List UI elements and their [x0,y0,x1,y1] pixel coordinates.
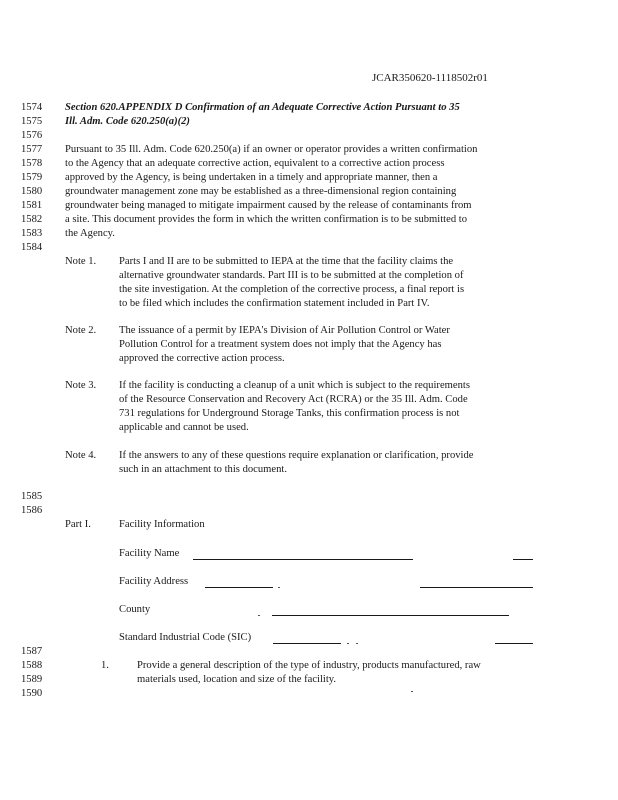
blank-mark [278,587,280,588]
stray-mark [411,691,413,692]
facility-address-field[interactable] [205,587,273,588]
note-line: The issuance of a permit by IEPA's Division of Air Pollution Control or Water [119,325,450,336]
intro-line: a site. This document provides the form in which the written confirmation is to be submitted to [65,214,467,225]
intro-line: to the Agency that an adequate corrective action, equivalent to a corrective action process [65,158,445,169]
blank-mark [347,643,349,644]
sic-label: Standard Industrial Code (SIC) [119,632,252,643]
line-number: 1574 [21,102,43,113]
line-number: 1589 [21,674,43,685]
intro-line: approved by the Agency, is being undertaken in a timely and appropriate manner, then a [65,172,438,183]
note-line: applicable and cannot be used. [119,422,249,433]
note-label: Note 4. [65,450,97,461]
note-line: 731 regulations for Underground Storage Tanks, this confirmation process is not [119,408,460,419]
intro-line: groundwater being managed to mitigate impairment caused by the release of contaminants from [65,200,472,211]
line-number: 1590 [21,688,43,699]
facility-name-field[interactable] [193,559,413,560]
intro-line: the Agency. [65,228,115,239]
note-line: to be filed which includes the confirmation statement included in Part IV. [119,298,430,309]
note-line: approved the corrective action process. [119,353,285,364]
sic-field[interactable] [273,643,341,644]
line-number: 1580 [21,186,43,197]
line-number: 1578 [21,158,43,169]
note-line: such in an attachment to this document. [119,464,287,475]
note-label: Note 1. [65,256,97,267]
county-field[interactable] [272,615,509,616]
line-number: 1588 [21,660,43,671]
note-line: Pollution Control for a treatment system does not imply that the Agency has [119,339,442,350]
item-line: Provide a general description of the type of industry, products manufactured, raw [137,660,481,671]
item-number: 1. [101,660,109,671]
blank-mark [356,643,358,644]
line-number: 1583 [21,228,43,239]
section-title-line-1: Section 620.APPENDIX D Confirmation of an Adequate Corrective Action Pursuant to 35 [65,102,460,113]
facility-address-label: Facility Address [119,576,189,587]
line-number: 1579 [21,172,43,183]
intro-line: Pursuant to 35 Ill. Adm. Code 620.250(a) if an owner or operator provides a written confirmation [65,144,478,155]
line-number: 1586 [21,505,43,516]
note-line: If the facility is conducting a cleanup of a unit which is subject to the requirements [119,380,470,391]
document-id: JCAR350620-1118502r01 [372,72,488,84]
facility-name-label: Facility Name [119,548,180,559]
part-label: Part I. [65,519,91,530]
line-number: 1585 [21,491,43,502]
line-number: 1582 [21,214,43,225]
line-number: 1577 [21,144,43,155]
note-label: Note 2. [65,325,97,336]
county-label: County [119,604,151,615]
part-heading: Facility Information [119,519,205,530]
blank-mark [258,615,260,616]
item-line: materials used, location and size of the facility. [137,674,337,685]
line-number: 1584 [21,242,43,253]
line-number: 1581 [21,200,43,211]
sic-field-end [495,643,533,644]
section-title-line-2: Ill. Adm. Code 620.250(a)(2) [65,116,190,127]
note-line: If the answers to any of these questions require explanation or clarification, provide [119,450,474,461]
line-number: 1587 [21,646,43,657]
note-label: Note 3. [65,380,97,391]
note-line: of the Resource Conservation and Recovery Act (RCRA) or the 35 Ill. Adm. Code [119,394,468,405]
line-number: 1576 [21,130,43,141]
note-line: the site investigation. At the completion of the corrective process, a final report is [119,284,465,295]
intro-line: groundwater management zone may be established as a three-dimensional region containing [65,186,457,197]
note-line: alternative groundwater standards. Part III is to be submitted at the completion of [119,270,464,281]
facility-name-field-end [513,559,533,560]
note-line: Parts I and II are to be submitted to IEPA at the time that the facility claims the [119,256,454,267]
line-number: 1575 [21,116,43,127]
facility-address-field-end [420,587,533,588]
